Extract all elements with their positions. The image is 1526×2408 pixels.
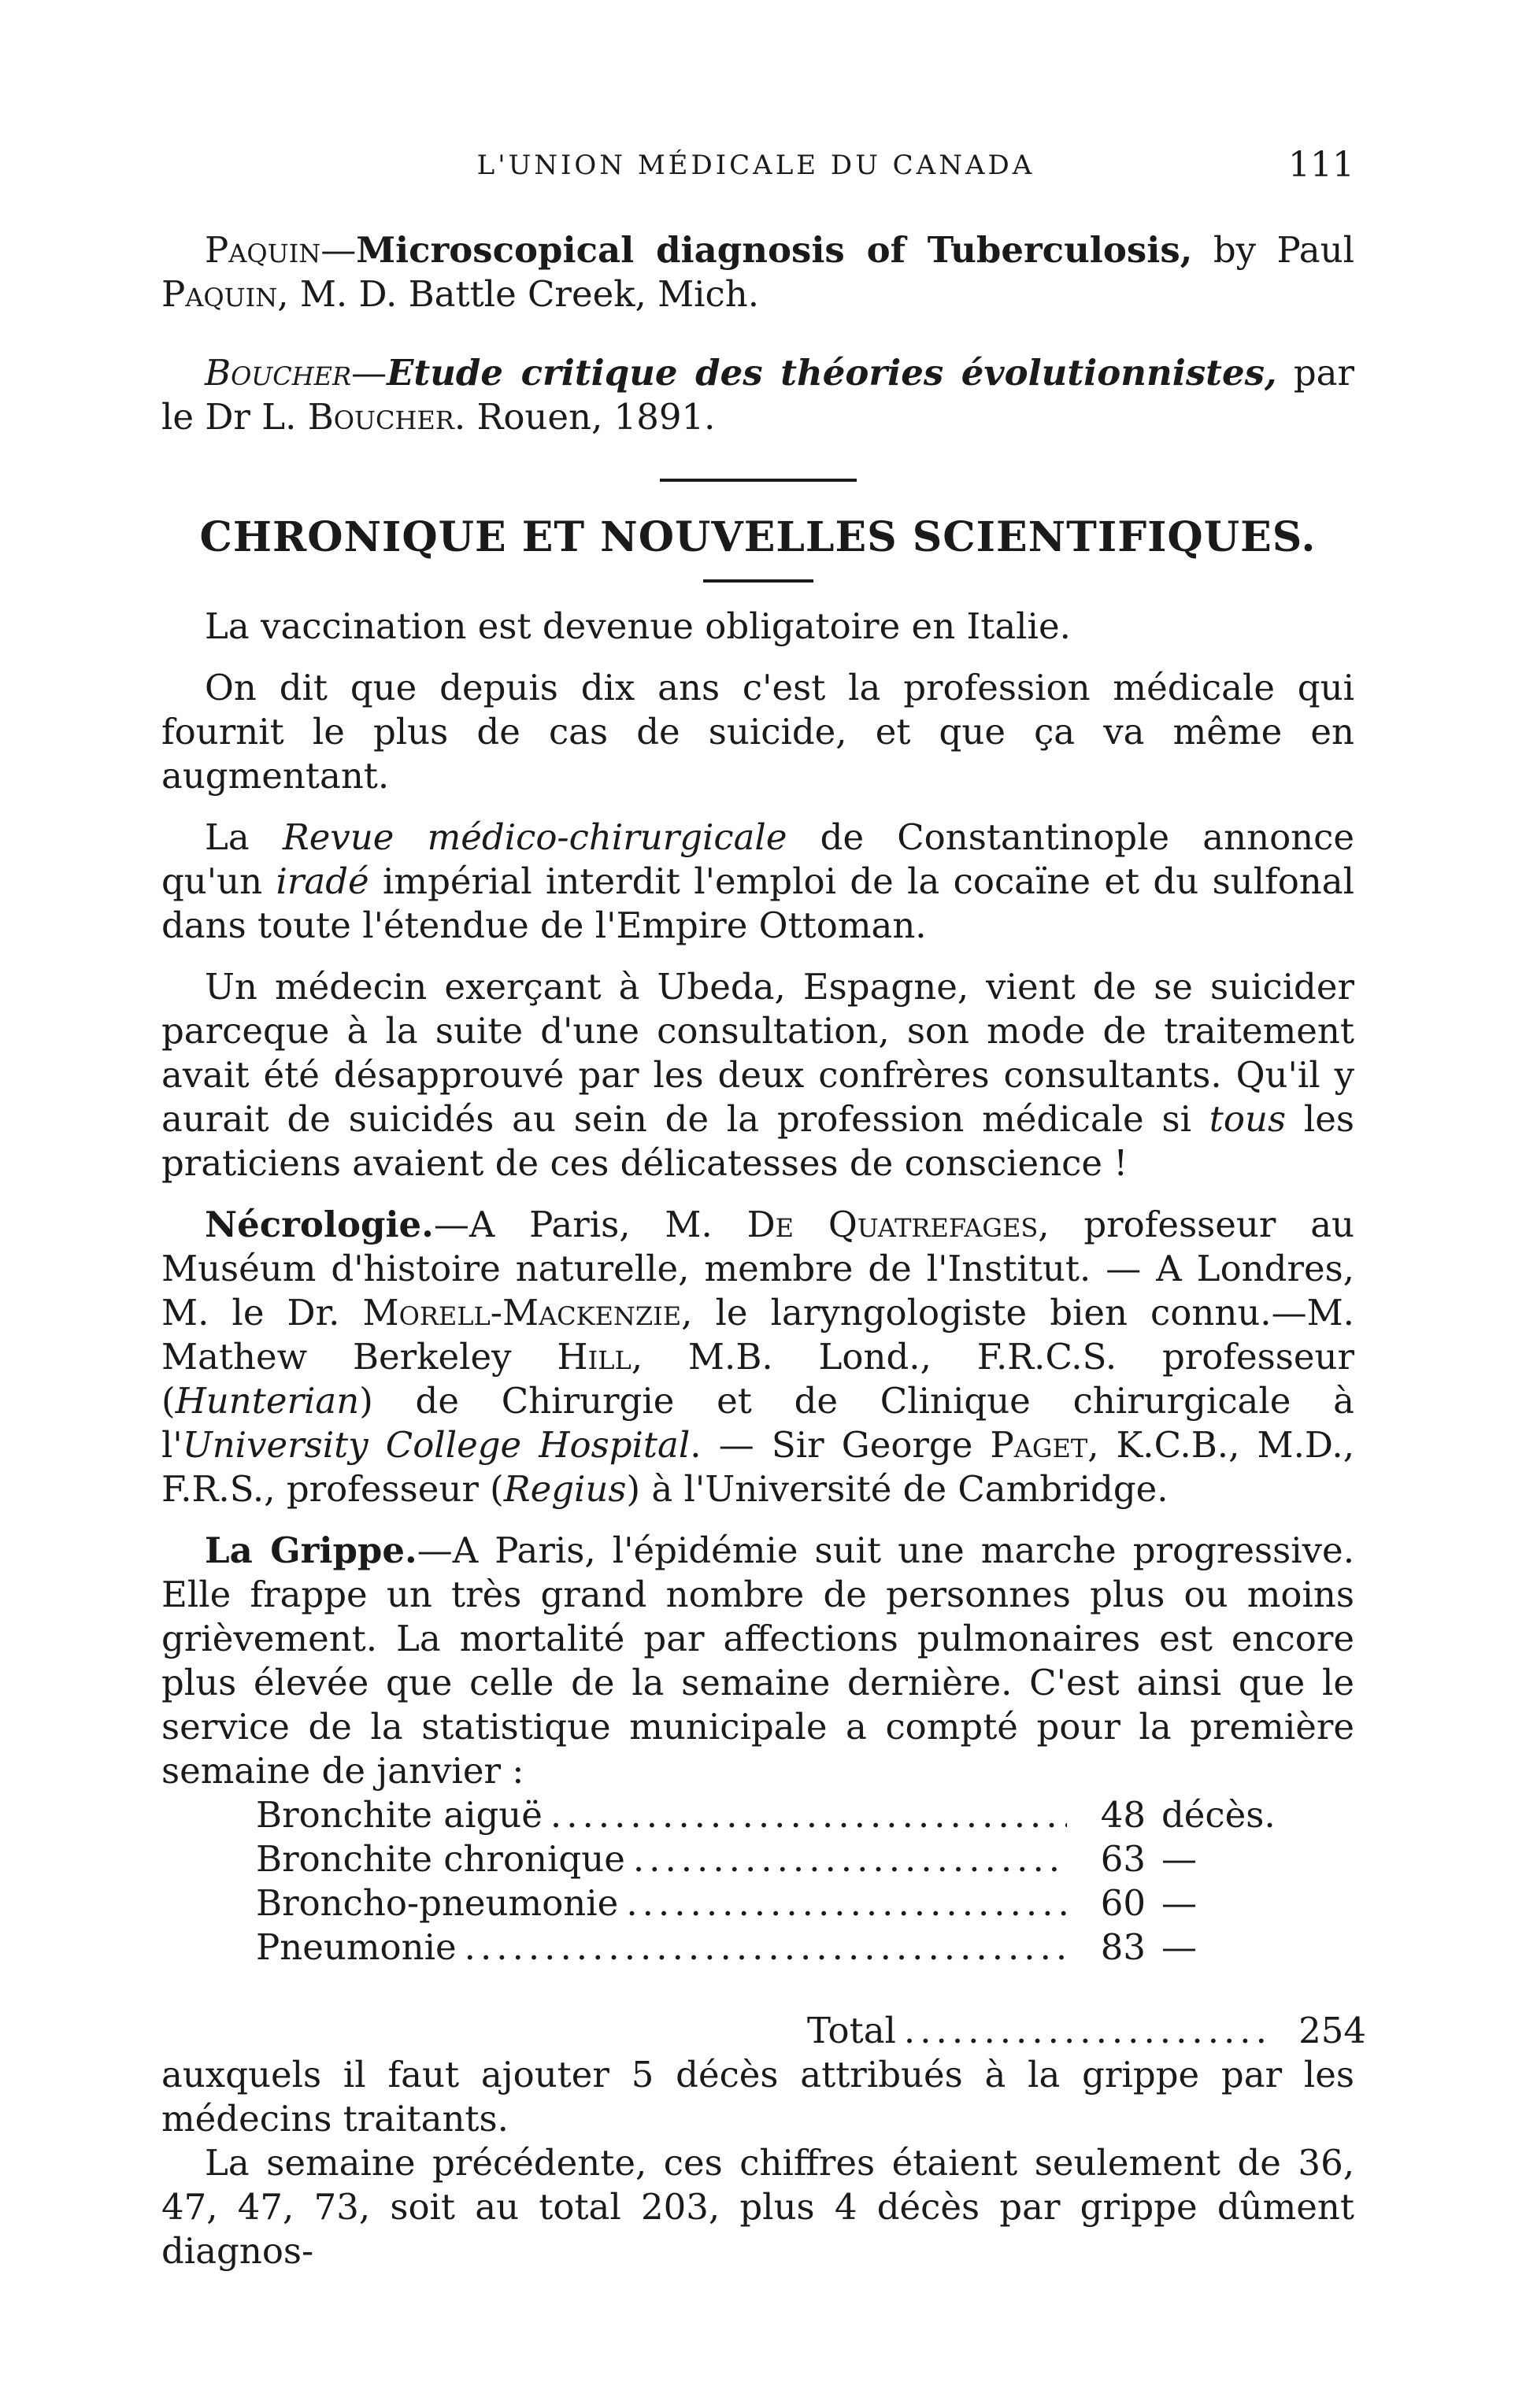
paragraph-revue <box>161 816 1354 948</box>
italic-term: tous <box>1209 1098 1287 1140</box>
person-name: De Quatrefages <box>746 1204 1039 1245</box>
text: les praticiens avaient de ces délicatesses de conscience ! <box>161 1098 1354 1184</box>
dot-leader <box>633 1837 1067 1881</box>
text: ) à l'Université de Cambridge. <box>626 1468 1169 1510</box>
bib-text: par le Dr L. <box>161 352 1354 438</box>
table-row <box>256 1837 1272 1881</box>
paragraph-grippe <box>161 1529 1354 1793</box>
text: , K.C.B., M.D., F.R.S., professeur ( <box>161 1424 1354 1510</box>
text: . — Sir George <box>690 1424 991 1466</box>
table-row <box>256 1925 1272 1970</box>
italic-term: Regius <box>503 1468 627 1510</box>
total-label: Total <box>807 2010 896 2051</box>
person-name: Hill <box>557 1336 632 1378</box>
text: ) de Chirurgie et de Clinique chirurgicale à l' <box>161 1380 1354 1466</box>
text: , le laryngologiste bien connu.—M. Mathew Berkeley <box>161 1292 1354 1378</box>
text: Un médecin exerçant à Ubeda, Espagne, vient de se suicider parceque à la suite d'une consultation, son mode de traitement avait été désapprouvé par les deux confrères consultants. Qu'il y aurait de suicidés au sein de la profession médicale si <box>161 966 1354 1140</box>
dot-leader <box>626 1881 1067 1925</box>
bib-author-full: Boucher <box>307 396 454 438</box>
text: , professeur au Muséum d'histoire naturelle, membre de l'Institut. — A Londres, M. le Dr. <box>161 1204 1355 1333</box>
stat-label: Bronchite aiguë <box>256 1794 543 1836</box>
stat-label: Broncho-pneumonie <box>256 1882 619 1924</box>
bib-title: Etude critique des théories évolutionnistes, <box>387 352 1277 394</box>
paragraph-previous-week: La semaine précédente, ces chiffres étaient seulement de 36, 47, 47, 73, soit au total 203, plus 4 décès par grippe dûment diagnos- <box>161 2142 1354 2272</box>
stat-value: 48 <box>1100 1794 1146 1836</box>
stat-unit: — <box>1161 1882 1197 1924</box>
bib-text: , M. D. Battle Creek, Mich. <box>277 273 760 315</box>
paragraph-ubeda <box>161 965 1354 1186</box>
paragraph-label: La Grippe. <box>205 1530 417 1571</box>
text: de Constantinople annonce qu'un <box>161 816 1354 902</box>
bib-title: Microscopical diagnosis of Tuberculosis, <box>356 229 1193 271</box>
table-row <box>256 1881 1272 1925</box>
page-header <box>157 145 1354 197</box>
bib-author-full: Paquin <box>161 273 278 315</box>
section-divider <box>660 479 857 482</box>
bib-author: Boucher <box>205 352 352 394</box>
dot-leader <box>904 2009 1264 2053</box>
table-total-row <box>807 2009 1366 2053</box>
heading-underline <box>703 579 813 583</box>
stat-unit: décès. <box>1161 1794 1276 1836</box>
stat-label: Bronchite chronique <box>256 1838 625 1880</box>
page-content <box>161 228 1366 2273</box>
stat-value: 63 <box>1100 1838 1146 1880</box>
total-value: 254 <box>1298 2010 1366 2051</box>
table-row <box>256 1793 1276 1837</box>
journal-title: Revue médico-chirurgicale <box>282 816 787 858</box>
stat-unit: — <box>1161 1926 1197 1968</box>
bib-author: Paquin <box>205 229 321 271</box>
italic-term: University College Hospital <box>182 1424 691 1466</box>
paragraph-vaccination: La vaccination est devenue obligatoire en Italie. <box>205 605 1071 647</box>
stat-value: 60 <box>1100 1882 1146 1924</box>
dot-leader <box>550 1793 1067 1837</box>
italic-term: Hunterian <box>175 1380 360 1422</box>
italic-term: iradé <box>276 860 369 902</box>
bibliography-entry-boucher: Boucher—Etude critique des théories évolutionnistes, par le Dr L. Boucher. Rouen, 1891. <box>161 352 1354 438</box>
text: La <box>205 816 283 858</box>
stat-value: 83 <box>1100 1926 1146 1968</box>
paragraph-after-total: auxquels il faut ajouter 5 décès attribués à la grippe par les médecins traitants. <box>161 2054 1354 2140</box>
person-name: Morell-Mackenzie <box>362 1292 682 1333</box>
section-heading: CHRONIQUE ET NOUVELLES SCIENTIFIQUES. <box>199 513 1317 561</box>
running-title: L'UNION MÉDICALE DU CANADA <box>476 150 1035 181</box>
bibliography-entry-paquin: Paquin—Microscopical diagnosis of Tuberculosis, by Paul Paquin, M. D. Battle Creek, Mich. <box>161 229 1354 315</box>
stat-label: Pneumonie <box>256 1926 457 1968</box>
page-number: 111 <box>1288 145 1354 185</box>
bib-text: . Rouen, 1891. <box>454 396 716 438</box>
text: impérial interdit l'emploi de la cocaïne et du sulfonal dans toute l'étendue de l'Empire Ottoman. <box>161 860 1354 946</box>
paragraph-necrologie <box>161 1203 1354 1511</box>
text: —A Paris, l'épidémie suit une marche progressive. Elle frappe un très grand nombre de personnes plus ou moins grièvement. La mortalité par affections pulmonaires est encore plus élevée que celle de la semaine dernière. C'est ainsi que le service de la statistique municipale a compté pour la première semaine de janvier : <box>161 1530 1354 1792</box>
text: , M.B. Lond., F.R.C.S. professeur ( <box>161 1336 1354 1422</box>
stat-unit: — <box>1161 1838 1197 1880</box>
paragraph-label: Nécrologie. <box>205 1204 434 1245</box>
text: —A Paris, M. <box>433 1204 747 1245</box>
mortality-table <box>256 1793 1366 2053</box>
paragraph-suicide: On dit que depuis dix ans c'est la profession médicale qui fournit le plus de cas de suicide, et que ça va même en augmentant. <box>161 667 1354 797</box>
person-name: Paget <box>990 1424 1088 1466</box>
dot-leader <box>465 1925 1067 1970</box>
bib-text: by Paul <box>1192 229 1354 271</box>
